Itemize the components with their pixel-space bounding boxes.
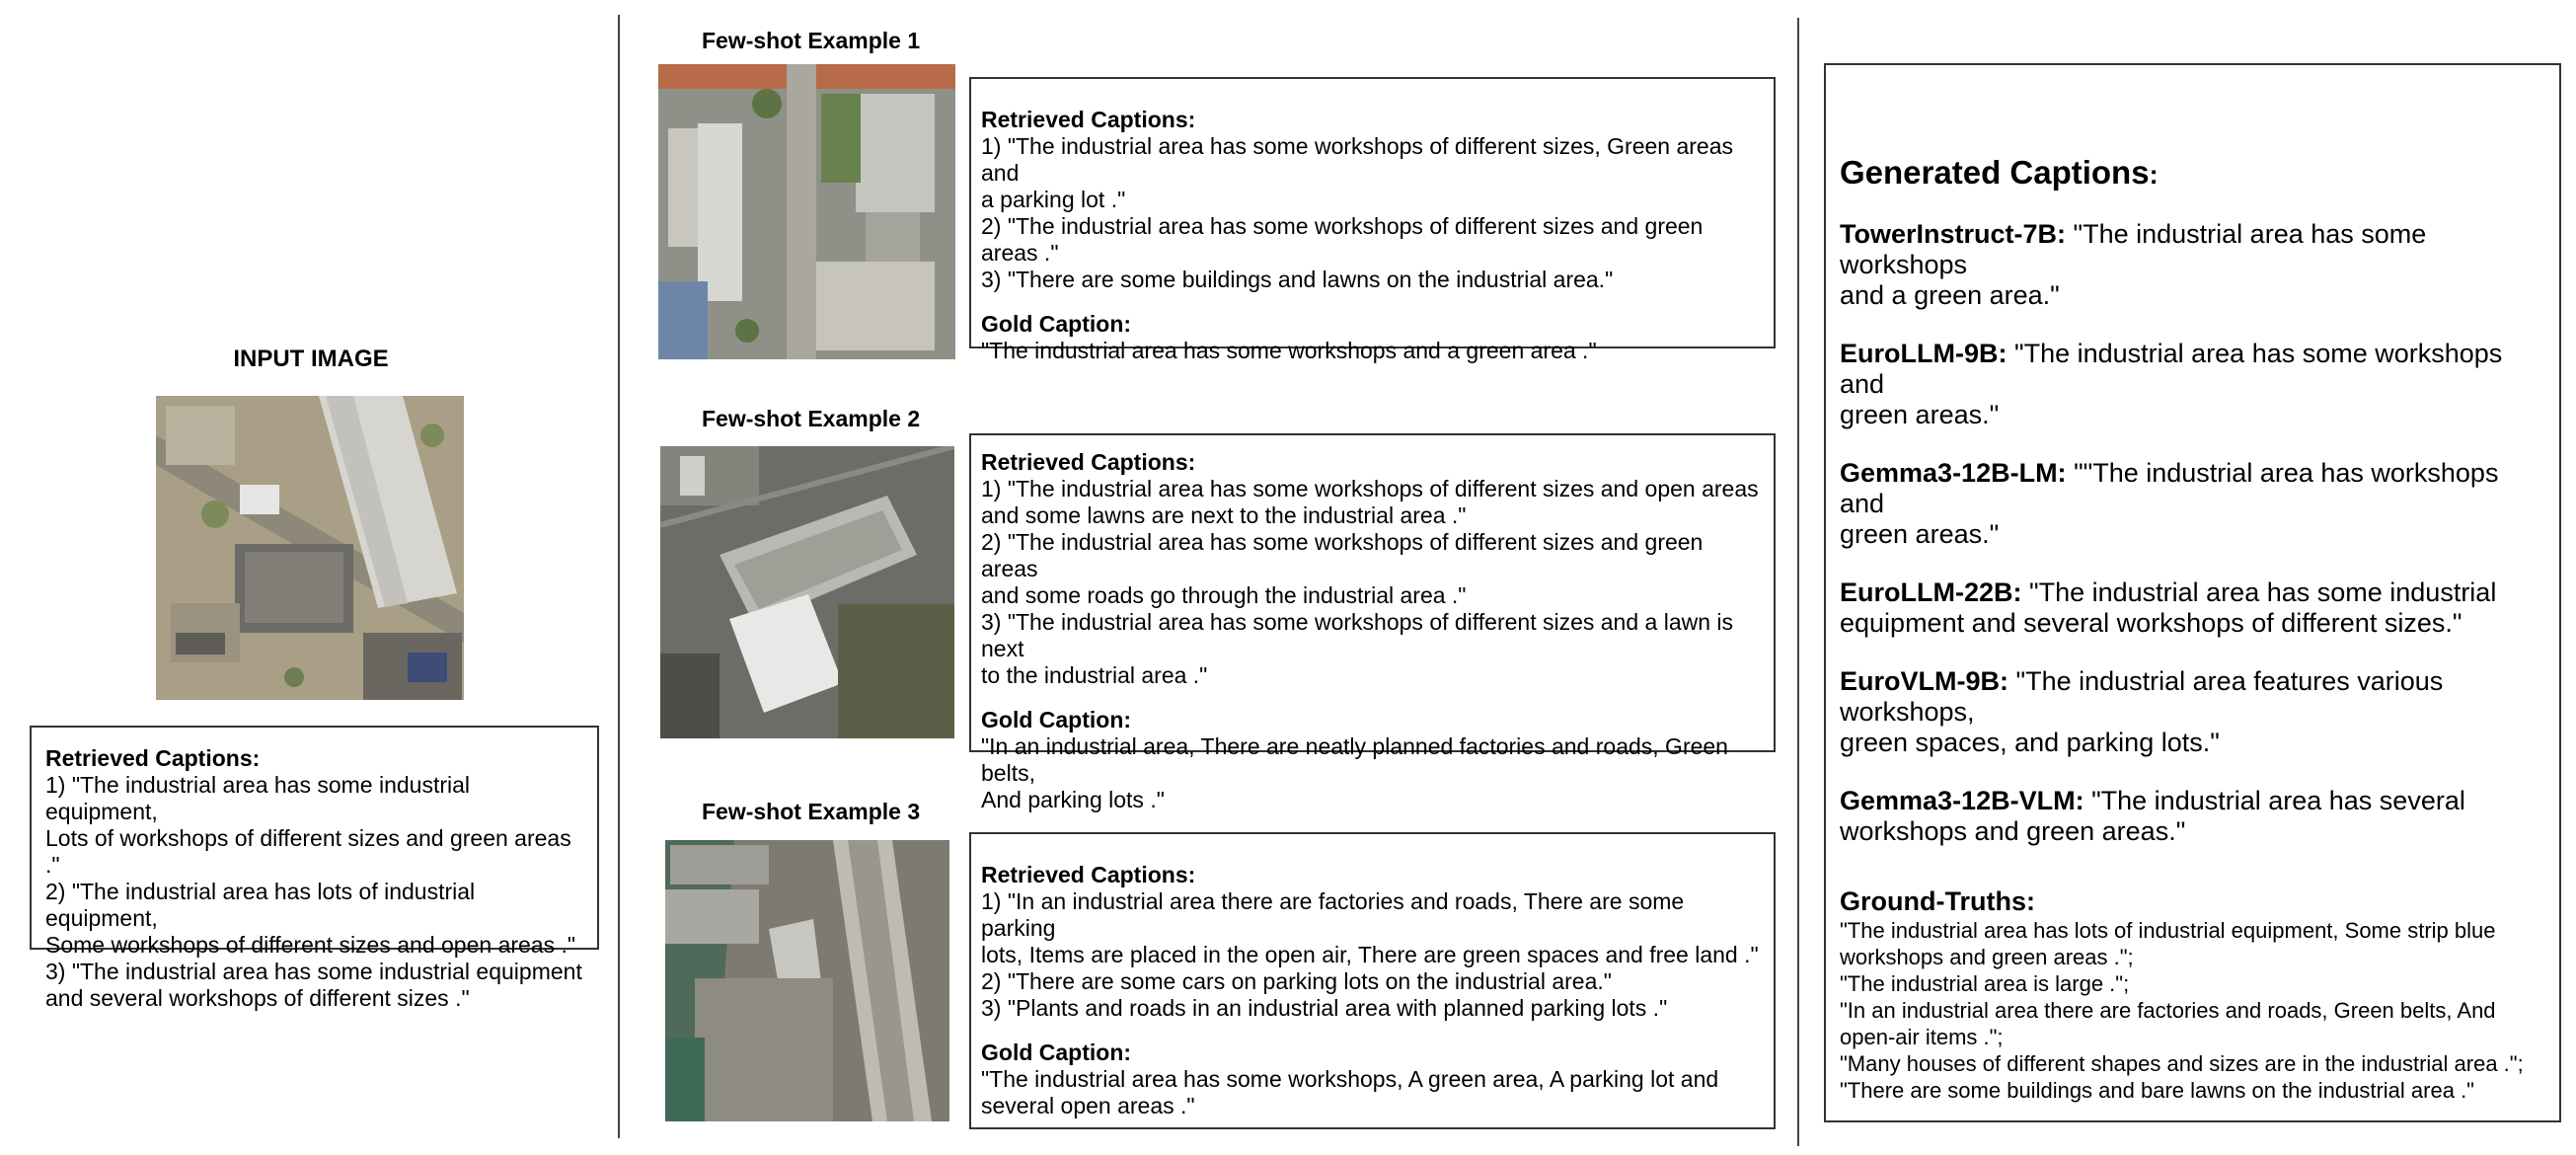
model-name: EuroVLM-9B: xyxy=(1840,666,2008,696)
generated-caption-item xyxy=(1840,578,2545,639)
model-name: EuroLLM-22B: xyxy=(1840,578,2022,607)
caption-line: 2) "The industrial area has some workshops of different sizes and green areas xyxy=(981,529,1704,581)
retrieved-captions-heading: Retrieved Captions: xyxy=(45,745,261,771)
example-1-captions-box xyxy=(969,77,1776,363)
ground-truths-heading: Ground-Truths: xyxy=(1840,886,2035,916)
caption-line: 1) "In an industrial area there are factories and roads, There are some parking xyxy=(981,888,1685,941)
example-2-captions-box xyxy=(969,433,1776,812)
example-3-captions-box xyxy=(969,832,1776,1129)
caption-line: 1) "The industrial area has some workshops of different sizes and open areas xyxy=(981,476,1759,501)
caption-line: to the industrial area ." xyxy=(981,662,1208,688)
caption-text: "The industrial area has some workshops xyxy=(1840,219,2427,279)
caption-text: "The industrial area features various workshops, xyxy=(1840,666,2444,727)
generated-caption-item xyxy=(1840,458,2545,550)
caption-text: equipment and several workshops of different sizes." xyxy=(1840,608,2462,638)
gold-caption-heading: Gold Caption: xyxy=(981,707,1132,732)
gold-caption-line: "In an industrial area, There are neatly planned factories and roads, Green belts, xyxy=(981,733,1728,786)
example-3-aerial-image xyxy=(665,840,949,1121)
gold-caption-line: "The industrial area has some workshops, A green area, A parking lot and xyxy=(981,1066,1719,1092)
input-image-title: INPUT IMAGE xyxy=(233,346,389,372)
caption-text: "The industrial area has some workshops and xyxy=(1840,339,2503,399)
example-2-aerial-image xyxy=(660,446,954,738)
divider-left xyxy=(618,15,620,1138)
generated-captions-box xyxy=(1824,63,2561,1122)
caption-line: a parking lot ." xyxy=(981,187,1126,212)
ground-truth-line: workshops and green areas ."; xyxy=(1840,945,2134,969)
retrieved-captions-heading: Retrieved Captions: xyxy=(981,107,1196,132)
caption-text: green areas." xyxy=(1840,519,2000,549)
caption-text: "The industrial area has several xyxy=(2084,786,2465,815)
generated-caption-item xyxy=(1840,786,2545,847)
caption-text: and a green area." xyxy=(1840,280,2060,310)
example-3-title: Few-shot Example 3 xyxy=(702,799,921,824)
caption-line: and some lawns are next to the industrial area ." xyxy=(981,502,1467,528)
generated-captions-heading: Generated Captions: xyxy=(1840,154,2159,191)
model-name: EuroLLM-9B: xyxy=(1840,339,2008,368)
generated-caption-item xyxy=(1840,219,2545,311)
caption-line: 3) "Plants and roads in an industrial area with planned parking lots ." xyxy=(981,995,1668,1021)
caption-line: 1) "The industrial area has some industrial equipment, xyxy=(45,772,471,824)
model-name: Gemma3-12B-VLM: xyxy=(1840,786,2084,815)
gold-caption-line: And parking lots ." xyxy=(981,787,1165,812)
caption-text: green areas." xyxy=(1840,400,2000,429)
model-name: Gemma3-12B-LM: xyxy=(1840,458,2067,488)
caption-text: green spaces, and parking lots." xyxy=(1840,728,2220,757)
gold-caption-heading: Gold Caption: xyxy=(981,1040,1132,1065)
caption-line: 3) "The industrial area has some industrial equipment xyxy=(45,959,582,984)
caption-line: Some workshops of different sizes and open areas ." xyxy=(45,932,576,958)
retrieved-captions-heading: Retrieved Captions: xyxy=(981,449,1196,475)
generated-caption-item xyxy=(1840,666,2545,758)
caption-line: and several workshops of different sizes ." xyxy=(45,985,470,1011)
input-aerial-image xyxy=(156,396,464,700)
ground-truth-line: "The industrial area is large ."; xyxy=(1840,971,2130,996)
caption-text: "The industrial area has some industrial xyxy=(2021,578,2497,607)
model-name: TowerInstruct-7B: xyxy=(1840,219,2067,249)
ground-truths-list xyxy=(1840,917,2545,1104)
caption-line: 3) "The industrial area has some workshops of different sizes and a lawn is next xyxy=(981,609,1734,661)
caption-line: and some roads go through the industrial area ." xyxy=(981,582,1467,608)
caption-line: 1) "The industrial area has some workshops of different sizes, Green areas and xyxy=(981,133,1733,186)
caption-line: 2) "The industrial area has some workshops of different sizes and green areas ." xyxy=(981,213,1704,266)
caption-text: workshops and green areas." xyxy=(1840,816,2186,846)
ground-truth-line: open-air items ."; xyxy=(1840,1025,2004,1049)
ground-truth-line: "There are some buildings and bare lawns on the industrial area ." xyxy=(1840,1078,2474,1103)
divider-right xyxy=(1797,18,1799,1146)
generated-caption-item xyxy=(1840,339,2545,430)
caption-line: 2) "The industrial area has lots of industrial equipment, xyxy=(45,879,476,931)
caption-line: 3) "There are some buildings and lawns on the industrial area." xyxy=(981,267,1614,292)
example-2-title: Few-shot Example 2 xyxy=(702,406,921,431)
ground-truth-line: "Many houses of different shapes and sizes are in the industrial area ."; xyxy=(1840,1051,2524,1076)
gold-caption-heading: Gold Caption: xyxy=(981,311,1132,337)
caption-line: 2) "There are some cars on parking lots on the industrial area." xyxy=(981,968,1612,994)
caption-line: Lots of workshops of different sizes and green areas ." xyxy=(45,825,571,878)
ground-truth-line: "In an industrial area there are factories and roads, Green belts, And xyxy=(1840,998,2496,1023)
caption-text: ""The industrial area has workshops and xyxy=(1840,458,2499,518)
ground-truth-line: "The industrial area has lots of industrial equipment, Some strip blue xyxy=(1840,918,2496,943)
example-1-title: Few-shot Example 1 xyxy=(702,28,921,53)
example-1-aerial-image xyxy=(658,64,955,359)
retrieved-captions-heading: Retrieved Captions: xyxy=(981,862,1196,887)
gold-caption-line: several open areas ." xyxy=(981,1093,1195,1118)
input-retrieved-captions-box xyxy=(30,726,599,1011)
caption-line: lots, Items are placed in the open air, There are green spaces and free land ." xyxy=(981,942,1759,967)
gold-caption-line: "The industrial area has some workshops and a green area ." xyxy=(981,338,1597,363)
